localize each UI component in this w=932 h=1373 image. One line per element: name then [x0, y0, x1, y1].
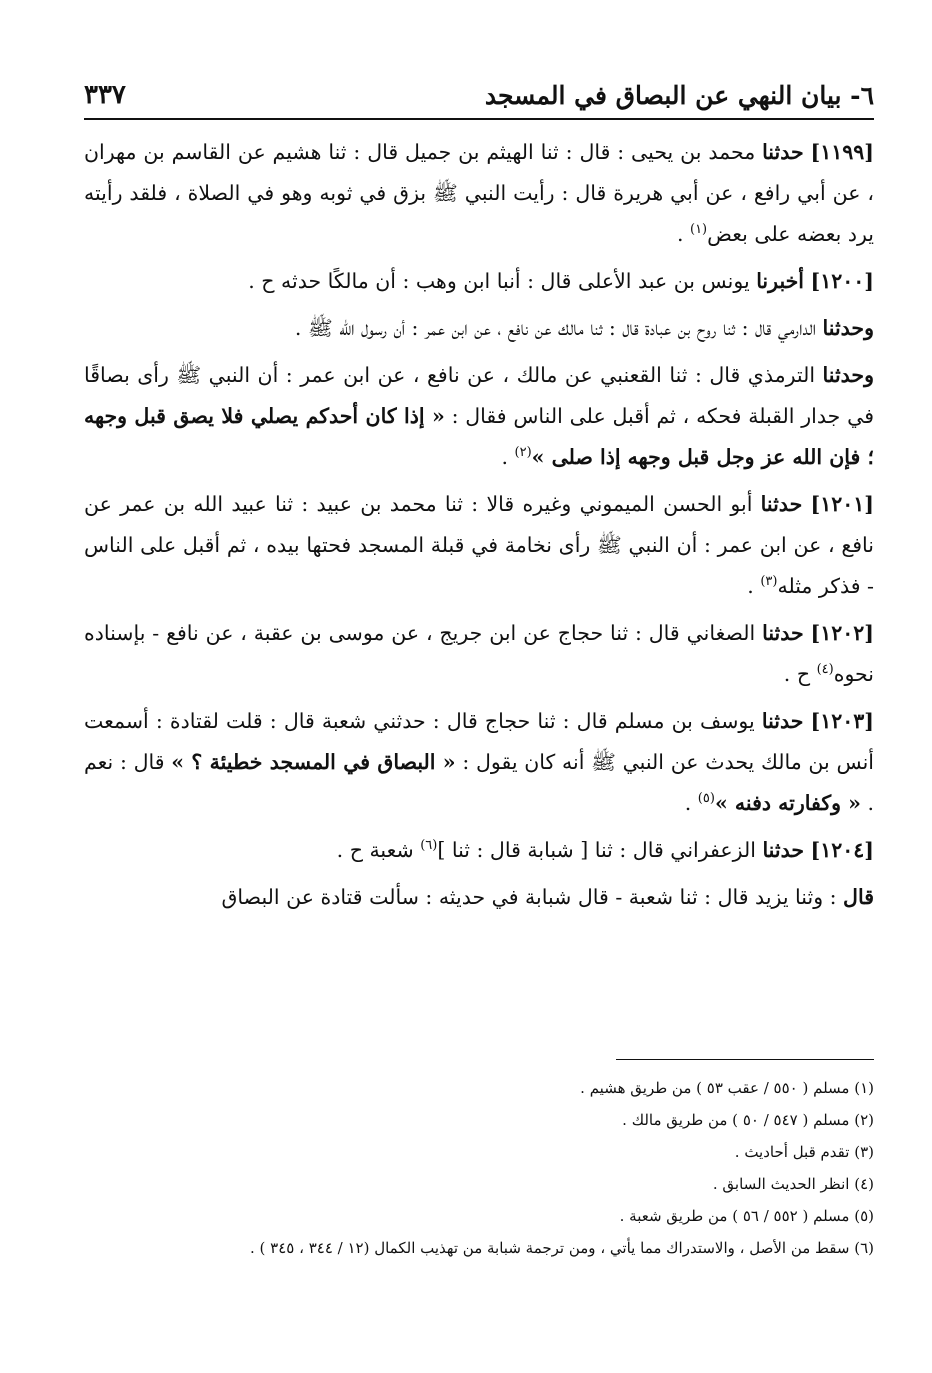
sentence-end: . — [501, 445, 515, 469]
footnote-ref: (٤) — [816, 662, 834, 678]
narration-keyword: حدثنا — [762, 140, 804, 164]
hadith-text: يوسف بن مسلم قال : ثنا حجاج قال : حدثني شعبة قال : قلت لقتادة : أسمعت أنس بن مالك يحدث عن النبي ﷺ أنه كان يقول : — [84, 709, 874, 774]
chain-darimi — [84, 308, 874, 349]
hadith-text: الترمذي قال : ثنا القعنبي عن مالك ، عن نافع ، عن ابن عمر : أن النبي ﷺ رأى بصاقًا في جدار القبلة فحكه ، ثم أقبل على الناس فقال : — [84, 363, 874, 428]
footnote-item: (٤) انظر الحديث السابق . — [712, 1175, 874, 1193]
narration-keyword: أخبرنا — [756, 269, 805, 293]
footnote-item: (٢) مسلم ( ٥٤٧ / ٥٠ ) من طريق مالك . — [622, 1111, 874, 1129]
narration-keyword: حدثنا — [762, 838, 805, 862]
footnote-ref: (٦) — [420, 838, 438, 854]
footnote-ref: (٣) — [760, 574, 778, 590]
hadith-text: الزعفراني قال : ثنا [ شبابة قال : ثنا ] — [437, 838, 763, 862]
footnotes — [84, 1072, 874, 1264]
hadith-1204 — [84, 830, 874, 871]
hadith-1199 — [84, 132, 874, 255]
page-body — [84, 132, 874, 918]
chapter-title: ٦- بيان النهي عن البصاق في المسجد — [484, 81, 874, 110]
chain-yazid — [84, 877, 874, 918]
sentence-end: ح . — [783, 662, 817, 686]
footnote-ref: (٥) — [697, 791, 715, 807]
hadith-1202 — [84, 613, 874, 695]
narration-keyword: وحدثنا — [822, 363, 874, 387]
hadith-1201 — [84, 484, 874, 607]
chain-tirmidhi — [84, 355, 874, 478]
narration-keyword: قال — [843, 885, 874, 909]
footnote-item: (٦) سقط من الأصل ، والاستدراك مما يأتي ، ومن ترجمة شبابة من تهذيب الكمال (١٢ / ٣٤٤ ، ٣٤٥ ) . — [249, 1239, 874, 1257]
hadith-number: [١٢٠٤] — [810, 838, 874, 862]
hadith-1200 — [84, 261, 874, 302]
hadith-number: [١٢٠١] — [810, 492, 874, 516]
footnote-ref: (١) — [689, 222, 708, 238]
hadith-text: محمد بن يحيى : قال : ثنا الهيثم بن جميل قال : ثنا هشيم عن القاسم بن مهران ، عن أبي رافع ، عن أبي هريرة قال : رأيت النبي ﷺ بزق في ثوبه وهو في الصلاة ، فلقد رأيته يرد بعضه على بعض — [84, 140, 874, 246]
hadith-text: أبو الحسن الميموني وغيره قالا : ثنا محمد بن عبيد : ثنا عبيد الله بن عمر عن نافع ، عن ابن عمر : أن النبي ﷺ رأى نخامة في قبلة المسجد فحتها بيده ، ثم أقبل على الناس - فذكر مثله — [84, 492, 874, 598]
prophetic-quote: « البصاق في المسجد خطيئة ؟ » — [171, 750, 456, 774]
footnote-separator — [616, 1059, 874, 1060]
page-header — [84, 78, 874, 120]
hadith-text: يونس بن عبد الأعلى قال : أنبا ابن وهب : أن مالكًا حدثه ح . — [248, 269, 757, 293]
sentence-end: . — [684, 791, 698, 815]
hadith-number: [١٢٠٣] — [810, 709, 874, 733]
narration-keyword: حدثنا — [760, 492, 803, 516]
narration-keyword: حدثنا — [761, 709, 804, 733]
footnote-item: (٣) تقدم قبل أحاديث . — [734, 1143, 874, 1161]
hadith-text: : وثنا يزيد قال : ثنا شعبة - قال شبابة في حديثه : سألت قتادة عن البصاق — [221, 885, 844, 909]
hadith-text: الصغاني قال : ثنا حجاج عن ابن جريج ، عن موسى بن عقبة ، عن نافع - بإسناده نحوه — [84, 621, 874, 686]
sentence-end: شعبة ح . — [336, 838, 421, 862]
narration-keyword: حدثنا — [762, 621, 804, 645]
hadith-text-continued: قال : نعم . — [84, 750, 874, 815]
hadith-1203 — [84, 701, 874, 824]
book-page — [84, 78, 874, 1328]
hadith-number: [١٢٠٢] — [810, 621, 874, 645]
hadith-text: الدارمي قال : ثنا روح بن عبادة قال : ثنا مالك عن نافع ، عن ابن عمر : أن رسول الله ﷺ . — [294, 316, 823, 340]
page-number: ٣٣٧ — [84, 80, 126, 110]
hadith-number: [١٢٠٠] — [810, 269, 874, 293]
footnote-ref: (٢) — [514, 445, 532, 461]
footnote-item: (٥) مسلم ( ٥٥٢ / ٥٦ ) من طريق شعبة . — [619, 1207, 874, 1225]
narration-keyword: وحدثنا — [822, 316, 874, 340]
sentence-end: . — [747, 574, 761, 598]
prophetic-quote-2: « وكفارته دفنه » — [714, 791, 861, 815]
hadith-number: [١١٩٩] — [810, 140, 874, 164]
sentence-end: . — [676, 222, 690, 246]
prophetic-quote: « إذا كان أحدكم يصلي فلا يصق قبل وجهه ؛ فإن الله عز وجل قبل وجهه إذا صلى » — [84, 404, 874, 469]
footnote-item: (١) مسلم ( ٥٥٠ / عقب ٥٣ ) من طريق هشيم . — [580, 1079, 874, 1097]
